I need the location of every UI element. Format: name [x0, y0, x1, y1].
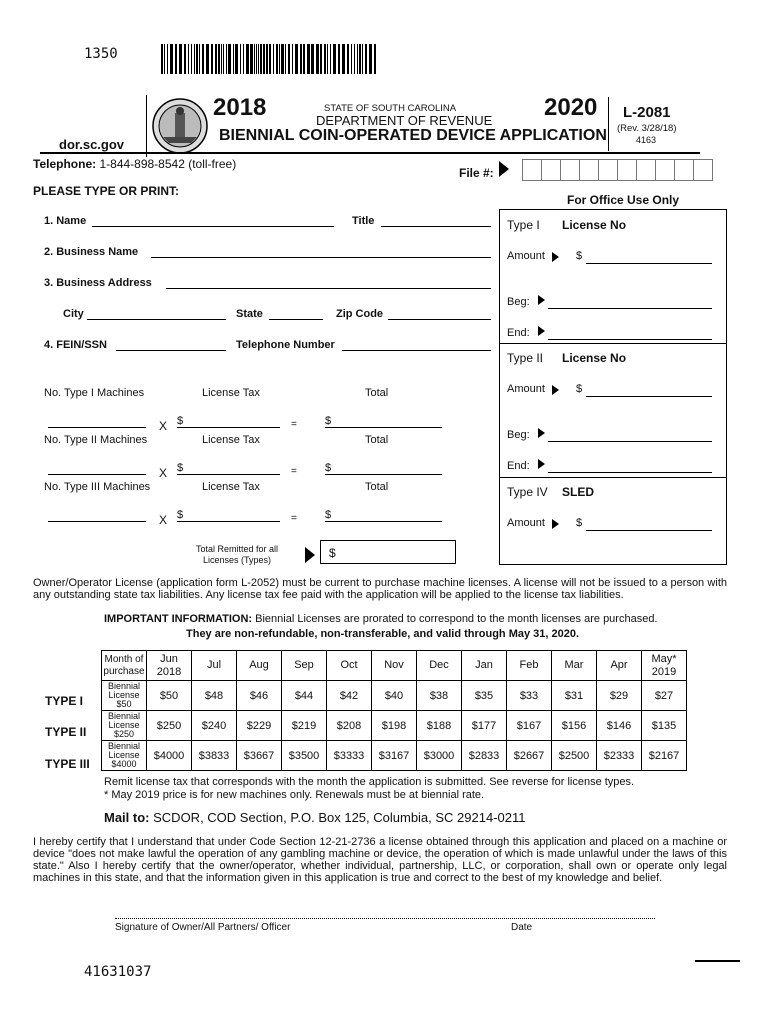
barcode-bar [279, 44, 280, 74]
file-number-box[interactable] [579, 159, 599, 181]
barcode-bar [179, 44, 182, 74]
table-note-may: * May 2019 price is for new machines only. Renewals must be at biennial rate. [104, 789, 485, 801]
barcode-bar [320, 44, 322, 74]
barcode-bar [184, 44, 186, 74]
biennial-license-label [102, 741, 147, 771]
fein-field[interactable] [116, 350, 226, 351]
table-header-row [102, 651, 687, 681]
city-label: City [63, 308, 84, 320]
license-label-line: License [108, 750, 140, 760]
barcode-bar [215, 44, 217, 74]
month-name: Dec [429, 659, 449, 671]
total-remitted-field[interactable] [320, 540, 456, 564]
table-row [102, 711, 687, 741]
month-name: May* [651, 652, 677, 665]
type-iii-total-field[interactable] [325, 521, 442, 522]
month-header [237, 651, 282, 681]
month-name: Sep [294, 659, 314, 671]
zip-label: Zip Code [336, 308, 384, 320]
fee-cell: $48 [192, 681, 237, 711]
type-ii-license-tax-field[interactable] [177, 474, 280, 475]
type-i-machines-label: No. Type I Machines [44, 387, 145, 399]
office-type-i-amount-field[interactable] [586, 263, 712, 264]
office-type-i-label: Type I [507, 218, 540, 232]
barcode-bar [303, 44, 305, 74]
month-name: Jul [206, 659, 222, 671]
file-number-box[interactable] [655, 159, 675, 181]
fee-cell: $177 [462, 711, 507, 741]
telephone-label: Telephone: [33, 157, 97, 171]
barcode-bar [342, 44, 345, 74]
barcode-bar [240, 44, 241, 74]
file-number-box[interactable] [522, 159, 542, 181]
fee-cell: $2833 [462, 741, 507, 771]
type-iii-total-label: Total [365, 481, 389, 493]
barcode-bar [281, 44, 284, 74]
fee-cell: $29 [597, 681, 642, 711]
total-remitted-label: Total Remitted for all Licenses (Types) [195, 544, 279, 565]
barcode-bar [273, 44, 274, 74]
business-name-label: 2. Business Name [44, 246, 139, 258]
type-i-total-field[interactable] [325, 427, 442, 428]
barcode-bar [256, 44, 257, 74]
office-type-i-amount-arrow-icon [552, 251, 559, 263]
month-header [282, 651, 327, 681]
type-ii-equals-sign: = [291, 466, 297, 477]
barcode-bar [258, 44, 259, 74]
month-header [507, 651, 552, 681]
office-type-ii-end-field[interactable] [548, 472, 712, 473]
fee-cell: $135 [642, 711, 687, 741]
form-revision: (Rev. 3/28/18) [617, 123, 677, 134]
barcode-bar [233, 44, 234, 74]
barcode-bar [276, 44, 278, 74]
barcode-bar [285, 44, 286, 74]
license-fee-table [101, 650, 687, 771]
footer-mark [695, 960, 740, 962]
fee-cell: $42 [327, 681, 372, 711]
corner-label-line: purchase [103, 665, 145, 677]
barcode-bar [260, 44, 262, 74]
month-header [642, 651, 687, 681]
city-field[interactable] [87, 319, 226, 320]
barcode-bar [246, 44, 249, 74]
barcode-bar [362, 44, 363, 74]
state-label: State [236, 308, 263, 320]
file-number-box[interactable] [617, 159, 637, 181]
barcode-bar [354, 44, 355, 74]
total-remitted-dollar: $ [329, 546, 336, 560]
fee-cell: $4000 [147, 741, 192, 771]
type-i-total-dollar: $ [325, 415, 332, 427]
barcode-bar [161, 44, 163, 74]
fee-cell: $2667 [507, 741, 552, 771]
month-header [597, 651, 642, 681]
license-label-line: Biennial [107, 681, 141, 691]
form-code-top: 1350 [84, 46, 118, 62]
type-iii-row-label: TYPE III [45, 757, 90, 771]
fee-cell: $208 [327, 711, 372, 741]
telephone-line [33, 157, 236, 171]
barcode-bar [311, 44, 314, 74]
month-header [417, 651, 462, 681]
state-seal-icon [151, 97, 209, 155]
file-number-box[interactable] [693, 159, 713, 181]
barcode-bar [170, 44, 173, 74]
office-type-i-end-label: End: [507, 327, 530, 339]
table-note-remit: Remit license tax that corresponds with the month the application is submitted. See reverse for license types. [104, 776, 635, 788]
barcode-bar [288, 44, 290, 74]
fee-cell: $27 [642, 681, 687, 711]
fee-cell: $40 [372, 681, 417, 711]
barcode-bar [338, 44, 340, 74]
office-type-i-end-arrow-icon [538, 325, 545, 337]
barcode-bar [211, 44, 213, 74]
office-type-iv-license-label: SLED [562, 485, 595, 499]
year-end: 2020 [544, 94, 598, 121]
fee-cell: $3667 [237, 741, 282, 771]
office-type-i-license-label: License No [562, 218, 627, 232]
title-label: Title [352, 215, 375, 227]
type-ii-times-sign: X [159, 466, 168, 480]
barcode-bar [266, 44, 268, 74]
month-year: 2019 [651, 665, 677, 678]
type-iii-equals-sign: = [291, 513, 297, 524]
barcode-bar [316, 44, 319, 74]
month-header [327, 651, 372, 681]
type-ii-total-field[interactable] [325, 474, 442, 475]
type-i-machines-count-field[interactable] [48, 427, 146, 428]
signature-label: Signature of Owner/All Partners/ Officer [115, 922, 291, 933]
office-type-ii-amount-label: Amount [507, 383, 545, 395]
barcode-bar [235, 44, 238, 74]
fee-cell: $3333 [327, 741, 372, 771]
business-address-field[interactable] [166, 288, 491, 289]
office-section-divider [500, 477, 726, 478]
month-header [147, 651, 192, 681]
barcode-bar [369, 44, 372, 74]
telephone-value: 1-844-898-8542 (toll-free) [99, 157, 237, 171]
month-name: Apr [610, 659, 628, 671]
mail-to [104, 810, 526, 825]
type-i-total-label: Total [365, 387, 389, 399]
month-name: Nov [384, 659, 404, 671]
office-section-divider [500, 343, 726, 344]
office-type-ii-license-label: License No [562, 351, 627, 365]
fee-cell: $198 [372, 711, 417, 741]
website: dor.sc.gov [59, 137, 125, 152]
phone-label: Telephone Number [236, 339, 335, 351]
barcode-bar [307, 44, 310, 74]
business-name-field[interactable] [151, 257, 491, 258]
office-type-iv-amount-arrow-icon [552, 518, 559, 530]
barcode-bar [327, 44, 328, 74]
fee-cell: $50 [147, 681, 192, 711]
office-type-ii-amount-arrow-icon [552, 384, 559, 396]
fee-cell: $250 [147, 711, 192, 741]
fee-cell: $229 [237, 711, 282, 741]
type-i-license-tax-label: License Tax [202, 387, 260, 399]
business-address-label: 3. Business Address [44, 277, 152, 289]
barcode-bar [226, 44, 227, 74]
phone-field[interactable] [342, 350, 491, 351]
file-label: File #: [459, 166, 494, 180]
type-ii-total-label: Total [365, 434, 389, 446]
month-header [372, 651, 417, 681]
office-type-i-beg-arrow-icon [538, 294, 545, 306]
type-iii-license-tax-label: License Tax [202, 481, 260, 493]
fee-cell: $156 [552, 711, 597, 741]
fee-cell: $31 [552, 681, 597, 711]
month-year: 2018 [156, 665, 182, 678]
fee-cell: $219 [282, 711, 327, 741]
table-row [102, 681, 687, 711]
barcode-bar [167, 44, 168, 74]
type-iii-machines-count-field[interactable] [48, 521, 146, 522]
barcode-bar [196, 44, 198, 74]
owner-operator-notice: Owner/Operator License (application form L-2052) must be current to purchase machine licenses. A license will not be issued to a person with any outstanding state tax liabilities. Any license tax fee paid with the application will be applied to the license tax liabilities. [33, 577, 727, 601]
file-arrow-icon [499, 161, 509, 177]
fee-cell: $3167 [372, 741, 417, 771]
type-ii-tax-dollar: $ [177, 462, 184, 474]
instruction-text: PLEASE TYPE OR PRINT: [33, 184, 180, 198]
license-label-line: License [108, 690, 140, 700]
barcode-bar [194, 44, 195, 74]
file-number-box[interactable] [541, 159, 561, 181]
license-label-line: Biennial [107, 741, 141, 751]
form-title: BIENNIAL COIN-OPERATED DEVICE APPLICATION [219, 127, 607, 144]
license-label-line: $4000 [111, 759, 137, 769]
office-type-iv-amount-dollar: $ [576, 517, 583, 529]
file-number-box[interactable] [560, 159, 580, 181]
header-divider [146, 95, 147, 157]
form-id: 4163 [636, 135, 657, 145]
form-number-divider [608, 97, 609, 151]
barcode-bar [223, 44, 224, 74]
month-name: Aug [249, 659, 269, 671]
important-text: Biennial Licenses are prorated to correspond to the month licenses are purchased. [255, 613, 658, 625]
month-header [462, 651, 507, 681]
office-type-i-beg-field[interactable] [548, 308, 712, 309]
office-type-ii-end-label: End: [507, 460, 530, 472]
fee-cell: $35 [462, 681, 507, 711]
office-type-ii-amount-dollar: $ [576, 383, 583, 395]
barcode-bar [175, 44, 177, 74]
office-type-iv-amount-field[interactable] [586, 530, 712, 531]
license-label-line: Biennial [107, 711, 141, 721]
important-info [104, 613, 658, 625]
barcode-bar [333, 44, 336, 74]
office-type-iv-label: Type IV [507, 485, 548, 499]
barcode-bar [374, 44, 376, 74]
barcode-bar [218, 44, 220, 74]
barcode-bar [359, 44, 361, 74]
barcode-bar [191, 44, 192, 74]
fee-cell: $38 [417, 681, 462, 711]
barcode-bar [250, 44, 253, 74]
barcode-bar [164, 44, 165, 74]
license-label-line: License [108, 720, 140, 730]
type-ii-machines-label: No. Type II Machines [44, 434, 148, 446]
year-start: 2018 [213, 94, 267, 121]
state-name: STATE OF SOUTH CAROLINA [324, 103, 457, 114]
fee-cell: $3000 [417, 741, 462, 771]
fee-cell: $33 [507, 681, 552, 711]
type-i-times-sign: X [159, 419, 168, 433]
barcode-bar [221, 44, 222, 74]
type-ii-license-tax-label: License Tax [202, 434, 260, 446]
month-name: Oct [340, 659, 358, 671]
office-type-ii-label: Type II [507, 351, 544, 365]
footer-code: 41631037 [84, 964, 152, 980]
office-type-iv-amount-label: Amount [507, 517, 545, 529]
fee-cell: $3833 [192, 741, 237, 771]
file-number-box[interactable] [674, 159, 694, 181]
fee-cell: $2167 [642, 741, 687, 771]
barcode-bar [199, 44, 200, 74]
barcode-bar [357, 44, 358, 74]
barcode-bar [243, 44, 244, 74]
month-name: Jun [160, 652, 178, 665]
fee-cell: $46 [237, 681, 282, 711]
barcode-bar [295, 44, 298, 74]
type-i-row-label: TYPE I [45, 694, 84, 708]
fee-cell: $167 [507, 711, 552, 741]
fein-label: 4. FEIN/SSN [44, 339, 107, 351]
office-type-ii-end-arrow-icon [538, 458, 545, 470]
fee-cell: $3500 [282, 741, 327, 771]
header-rule [40, 152, 700, 154]
biennial-license-label [102, 681, 147, 711]
barcode-bar [347, 44, 349, 74]
validity-statement: They are non-refundable, non-transferable, and valid through May 31, 2020. [186, 628, 580, 640]
state-field[interactable] [269, 319, 323, 320]
barcode-bar [324, 44, 326, 74]
month-name: Feb [519, 659, 539, 671]
month-of-purchase-header [102, 651, 147, 681]
file-number-box[interactable] [636, 159, 656, 181]
mail-label: Mail to: [104, 810, 150, 825]
license-label-line: $250 [113, 729, 135, 739]
signature-line[interactable] [115, 918, 655, 919]
barcode-bar [300, 44, 302, 74]
office-type-ii-beg-field[interactable] [548, 441, 712, 442]
table-row [102, 741, 687, 771]
barcode-bar [292, 44, 293, 74]
month-name: Mar [564, 659, 584, 671]
month-header [192, 651, 237, 681]
fee-cell: $2500 [552, 741, 597, 771]
barcode-bar [365, 44, 367, 74]
mail-address: SCDOR, COD Section, P.O. Box 125, Columbia, SC 29214-0211 [153, 810, 526, 825]
type-i-equals-sign: = [291, 419, 297, 430]
office-type-ii-beg-label: Beg: [507, 429, 530, 441]
office-type-ii-amount-field[interactable] [586, 396, 712, 397]
office-use-title: For Office Use Only [567, 193, 680, 207]
biennial-license-label [102, 711, 147, 741]
certification-text: I hereby certify that I understand that under Code Section 12-21-2736 a license obtained through this application and placed on a machine or device "does not make lawful the operation of any gambling machine or device, the operation of which is made unlawful under the laws of this state." Also I hereby certify that the owner/operator, whether individual, partnership, LLC, or corporation, shall own or operate only legal machines in this state, and that the information given in this application is true and correct to the best of my knowledge and belief. [33, 836, 727, 884]
office-type-i-beg-label: Beg: [507, 296, 530, 308]
office-type-i-amount-dollar: $ [576, 250, 583, 262]
barcode-bar [351, 44, 352, 74]
type-ii-total-dollar: $ [325, 462, 332, 474]
important-label: IMPORTANT INFORMATION: [104, 613, 253, 625]
barcode-bar [206, 44, 209, 74]
type-iii-tax-dollar: $ [177, 509, 184, 521]
name-field[interactable] [92, 226, 334, 227]
title-field[interactable] [381, 226, 491, 227]
department-name: DEPARTMENT OF REVENUE [316, 113, 493, 128]
fee-cell: $146 [597, 711, 642, 741]
name-label: 1. Name [44, 215, 87, 227]
barcode-bar [263, 44, 265, 74]
office-type-i-end-field[interactable] [548, 339, 712, 340]
month-header [552, 651, 597, 681]
fee-cell: $188 [417, 711, 462, 741]
license-label-line: $50 [116, 699, 132, 709]
fee-cell: $240 [192, 711, 237, 741]
form-number: L-2081 [623, 104, 671, 121]
barcode-bar [228, 44, 231, 74]
barcode-bar [202, 44, 204, 74]
total-remitted-arrow-icon [305, 547, 315, 563]
type-i-license-tax-field[interactable] [177, 427, 280, 428]
office-use-box [499, 209, 727, 565]
barcode-bar [330, 44, 331, 74]
office-type-i-amount-label: Amount [507, 250, 545, 262]
type-ii-machines-count-field[interactable] [48, 474, 146, 475]
zip-field[interactable] [388, 319, 491, 320]
barcode-bar [188, 44, 189, 74]
fee-cell: $44 [282, 681, 327, 711]
date-label: Date [511, 922, 533, 933]
corner-label-line: Month of [104, 653, 144, 665]
type-iii-total-dollar: $ [325, 509, 332, 521]
barcode [161, 44, 380, 74]
office-type-ii-beg-arrow-icon [538, 427, 545, 439]
type-iii-times-sign: X [159, 513, 168, 527]
type-ii-row-label: TYPE II [45, 725, 87, 739]
file-number-box[interactable] [598, 159, 618, 181]
barcode-bar [254, 44, 255, 74]
barcode-bar [269, 44, 271, 74]
file-number-input[interactable] [523, 159, 713, 181]
type-i-tax-dollar: $ [177, 415, 184, 427]
type-iii-license-tax-field[interactable] [177, 521, 280, 522]
fee-cell: $2333 [597, 741, 642, 771]
month-name: Jan [475, 659, 493, 671]
type-iii-machines-label: No. Type III Machines [44, 481, 151, 493]
